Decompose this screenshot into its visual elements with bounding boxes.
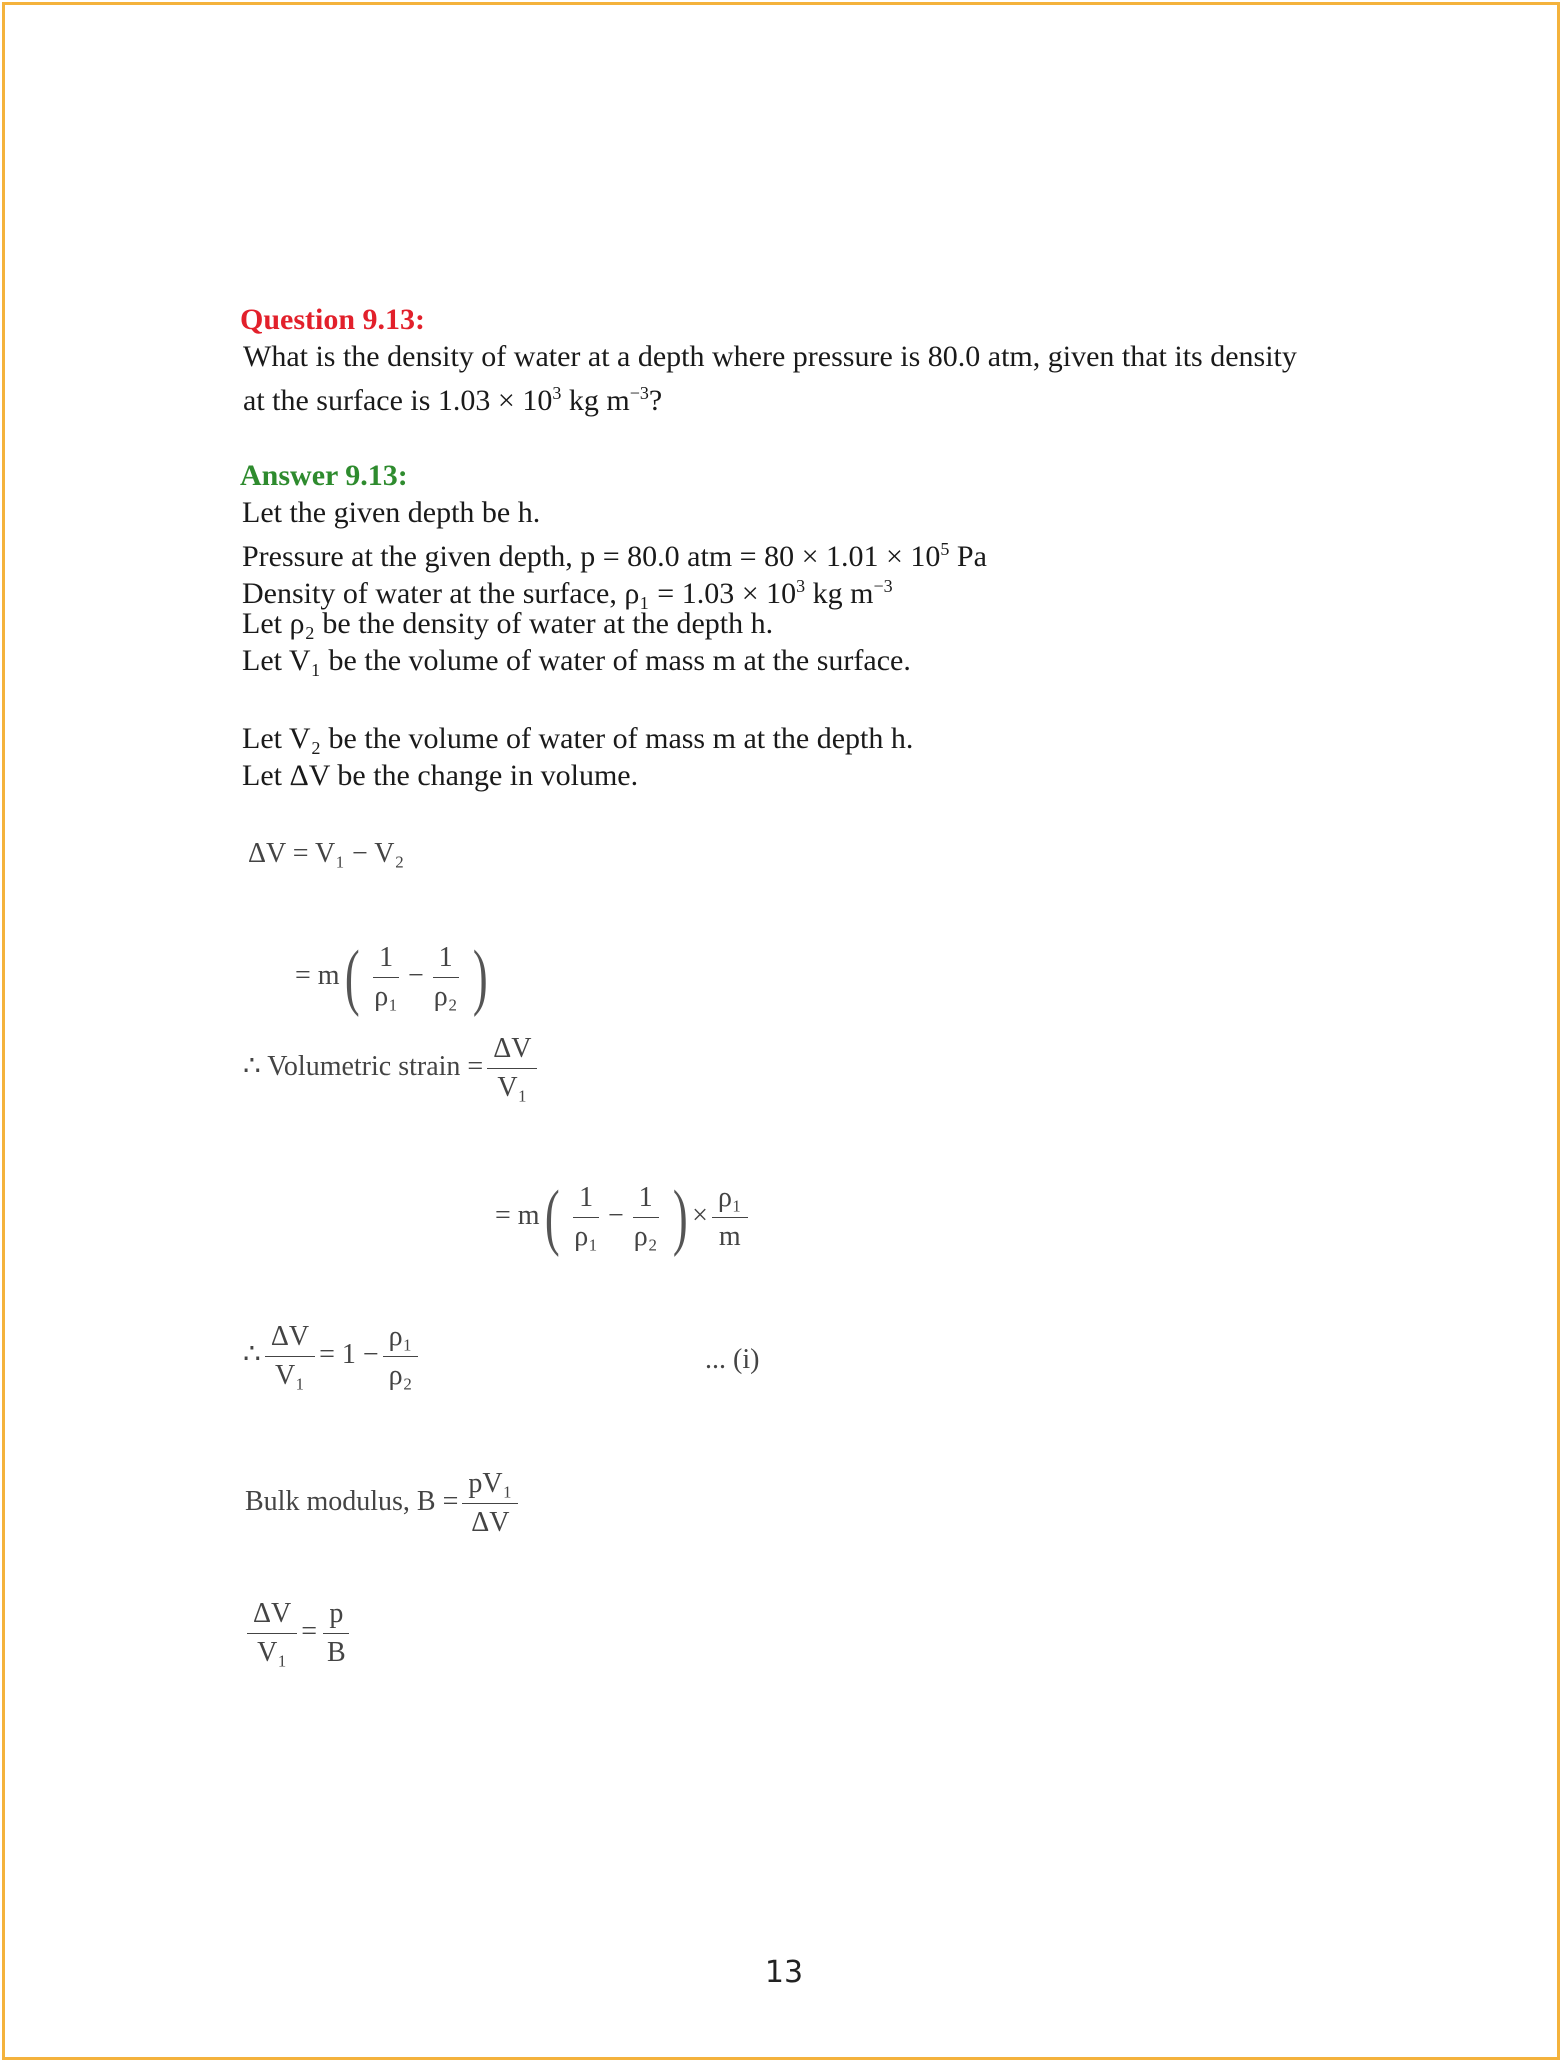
equation-strain-expanded: = m( $\frac{1}{\text{ρ₁}}$ − $\frac{1}{\text{ρ₂}}$ ) × $\frac{\text{ρ₁}}{m}$ xyxy=(495,1175,752,1260)
answer-heading: Answer 9.13: xyxy=(240,459,408,492)
answer-line4: Let ρ₂ be the density of water at the depth h. xyxy=(242,607,774,640)
question-heading: Question 9.13: xyxy=(240,303,426,336)
equation-m-difference: = m( $\frac{1}{\text{ρ₁}}$ − $\frac{1}{\text{ρ₂}}$ ) xyxy=(295,936,488,1018)
equation-delta-v: ΔV = V₁ − V₂ xyxy=(248,838,405,869)
page-number: 13 xyxy=(764,1955,804,1990)
equation-volumetric-strain: ∴ Volumetric strain = $\frac{\Delta V}{\text{V₁}}$ xyxy=(243,1030,541,1107)
question-text-line2: at the surface is $1.03 \times 10^3$ kg $m^{-3}$? xyxy=(243,383,663,417)
answer-line6: Let V₂ be the volume of water of mass m at the depth h. xyxy=(242,722,914,755)
answer-line3: Density of water at the surface, $\rho_1 = 1.03 \times 10^3$ kg $m^{-3}$ xyxy=(242,576,893,610)
equation-strain-result: ∴ $\frac{\Delta V}{\text{V₁}}$ = 1 − $\frac{\text{ρ₁}}{\text{ρ₂}}$ xyxy=(243,1318,422,1395)
answer-line7: Let ΔV be the change in volume. xyxy=(242,759,639,792)
answer-line1: Let the given depth be h. xyxy=(242,496,541,529)
equation-strain-bulk: $\frac{\Delta V}{\text{V₁}}$ = $\frac{p}{B}$ xyxy=(243,1595,356,1672)
question-text-line1: What is the density of water at a depth where pressure is 80.0 atm, given that its density xyxy=(243,340,1297,373)
equation-bulk-modulus: Bulk modulus, B = $\frac{\text{pV₁}}{\Delta V}$ xyxy=(245,1465,522,1542)
answer-line5: Let V₁ be the volume of water of mass m at the surface. xyxy=(242,644,911,677)
equation-reference-i: ... (i) xyxy=(705,1344,760,1375)
answer-line2: Pressure at the given depth, p = 80.0 atm = $80 \times 1.01 \times 10^5$ Pa xyxy=(242,539,987,573)
page-border xyxy=(2,2,1560,2060)
